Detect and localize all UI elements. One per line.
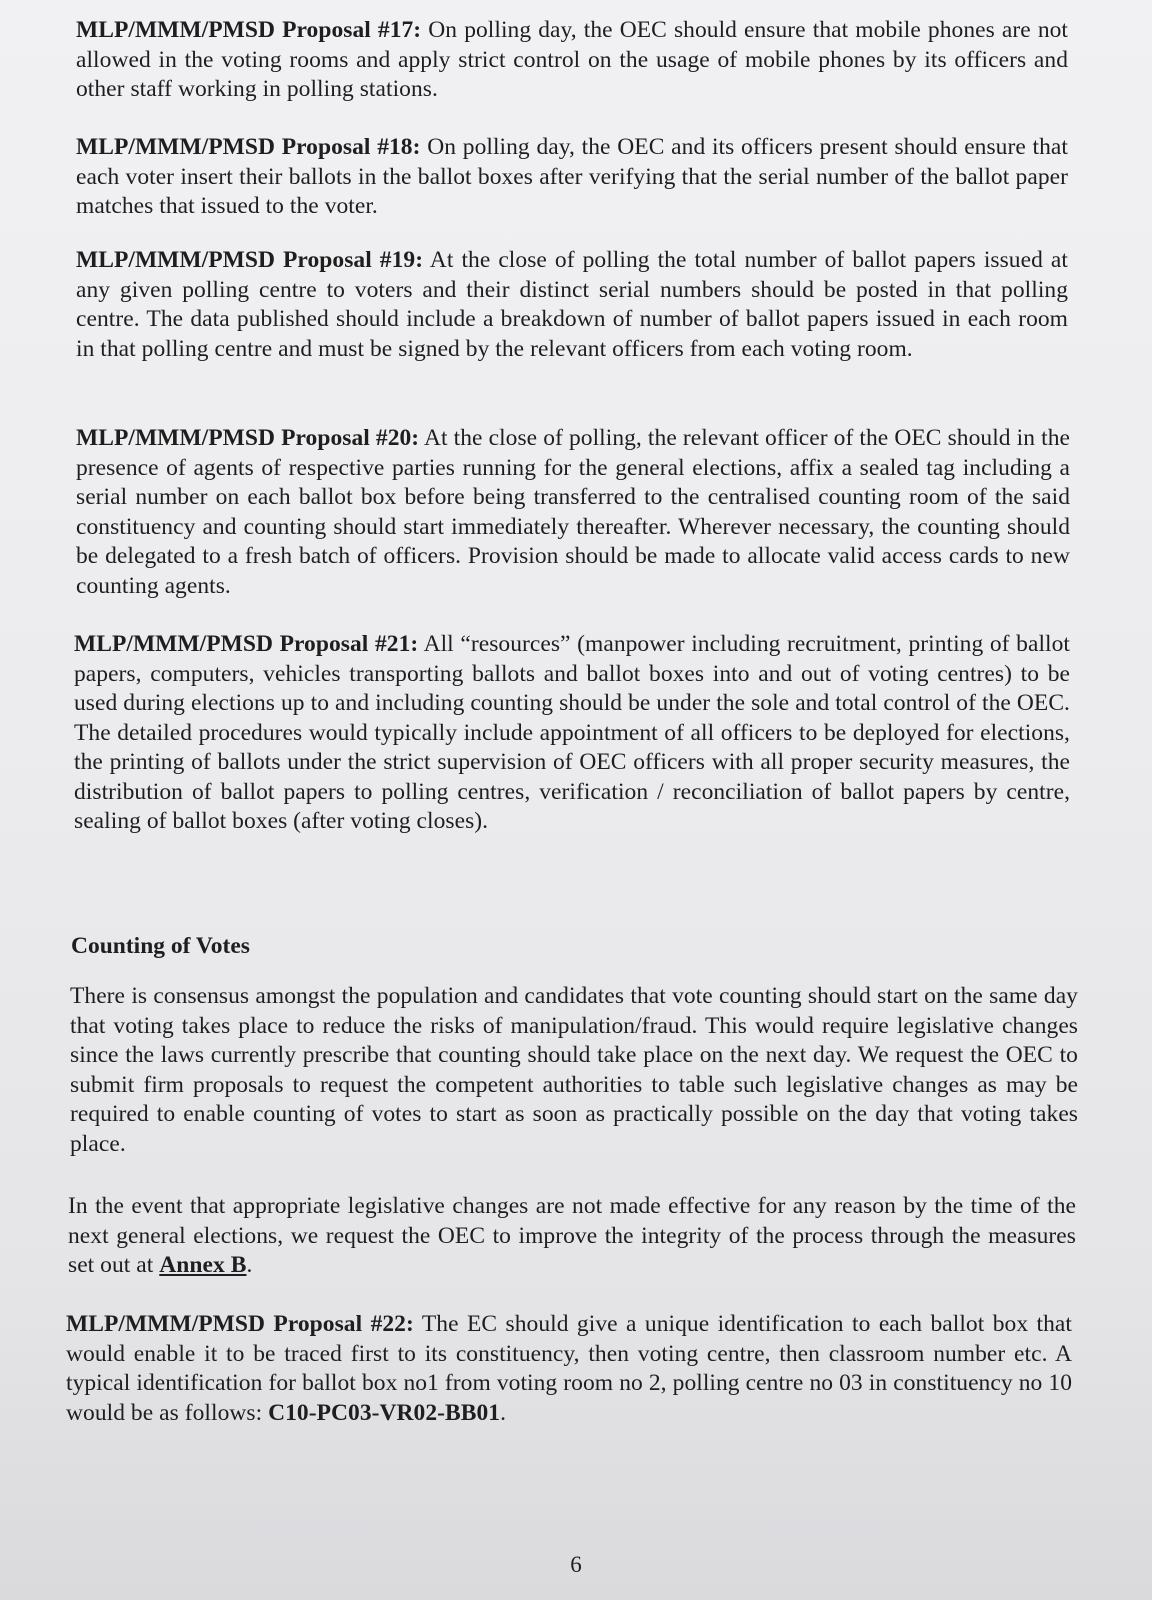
proposal-19-lead: MLP/MMM/PMSD Proposal #19: [76, 247, 424, 273]
proposal-19-text: At the close of polling the total number of ballot papers issued at any given polling centre to voters and their distinct serial numbers should be posted in that polling centre. The data published should include a breakdown of number of ballot papers issued in each room in that polling centre and must be signed by the relevant officers from each voting room. [76, 247, 1068, 362]
ballot-box-id-code: C10-PC03-VR02-BB01 [268, 1399, 501, 1426]
section-heading-counting: Counting of Votes [71, 933, 250, 959]
proposal-20-text: At the close of polling, the relevant officer of the OEC should in the presence of agents of respective parties running for the general elections, affix a sealed tag including a serial number on each ballot box before being transferred to the centralised counting room of the said constituency and counting should start immediately thereafter. Wherever necessary, the counting should be delegated to a fresh batch of officers. Provision should be made to allocate valid access cards to new counting agents. [76, 425, 1070, 599]
proposal-20 [76, 424, 1070, 601]
proposal-22-text: The EC should give a unique identification to each ballot box that would enable it to be traced first to its constituency, then voting centre, then classroom number etc. A typical identification for ballot box no1 from voting room no 2, polling centre no 03 in constituency no 10 would be as follows: [66, 1311, 1072, 1426]
proposal-21 [74, 630, 1070, 837]
counting-paragraph-1 [70, 982, 1078, 1159]
proposal-18-lead: MLP/MMM/PMSD Proposal #18: [76, 134, 421, 160]
proposal-20-lead: MLP/MMM/PMSD Proposal #20: [76, 425, 420, 451]
counting-paragraph-2 [68, 1192, 1076, 1281]
page-number: 6 [570, 1552, 582, 1577]
proposal-22-end: . [500, 1399, 506, 1426]
proposal-18-text: On polling day, the OEC and its officers present should ensure that each voter insert their ballots in the ballot boxes after verifying that the serial number of the ballot paper matches that issued to the voter. [76, 134, 1068, 219]
annex-b-link[interactable]: Annex B [159, 1252, 247, 1278]
counting-paragraph-1-text: There is consensus amongst the population and candidates that vote counting should start on the same day that voting takes place to reduce the risks of manipulation/fraud. This would require legislative changes since the laws currently prescribe that counting should take place on the next day. We request the OEC to submit firm proposals to request the competent authorities to table such legislative changes as may be required to enable counting of votes to start as soon as practically possible on the day that voting takes place. [70, 983, 1078, 1157]
proposal-19 [76, 246, 1068, 364]
counting-paragraph-2-end: . [246, 1252, 253, 1278]
proposal-22-lead: MLP/MMM/PMSD Proposal #22: [66, 1311, 414, 1337]
proposal-17-lead: MLP/MMM/PMSD Proposal #17: [76, 17, 422, 43]
proposal-22 [66, 1310, 1072, 1428]
proposal-21-text: All “resources” (manpower including recruitment, printing of ballot papers, computers, vehicles transporting ballots and ballot boxes into and out of voting centres) to be used during elections up to and including counting should be under the sole and total control of the OEC. The detailed procedures would typically include appointment of all officers to be deployed for elections, the printing of ballots under the strict supervision of OEC officers with all proper security measures, the distribution of ballot papers to polling centres, verification / reconciliation of ballot papers by centre, sealing of ballot boxes (after voting closes). [74, 631, 1070, 834]
proposal-18 [76, 133, 1068, 222]
proposal-17 [76, 16, 1068, 105]
proposal-17-text: On polling day, the OEC should ensure that mobile phones are not allowed in the voting rooms and apply strict control on the usage of mobile phones by its officers and other staff working in polling stations. [76, 17, 1068, 102]
counting-paragraph-2-text: In the event that appropriate legislative changes are not made effective for any reason by the time of the next general elections, we request the OEC to improve the integrity of the process through the measures set out at [68, 1193, 1076, 1278]
proposal-21-lead: MLP/MMM/PMSD Proposal #21: [74, 631, 419, 657]
